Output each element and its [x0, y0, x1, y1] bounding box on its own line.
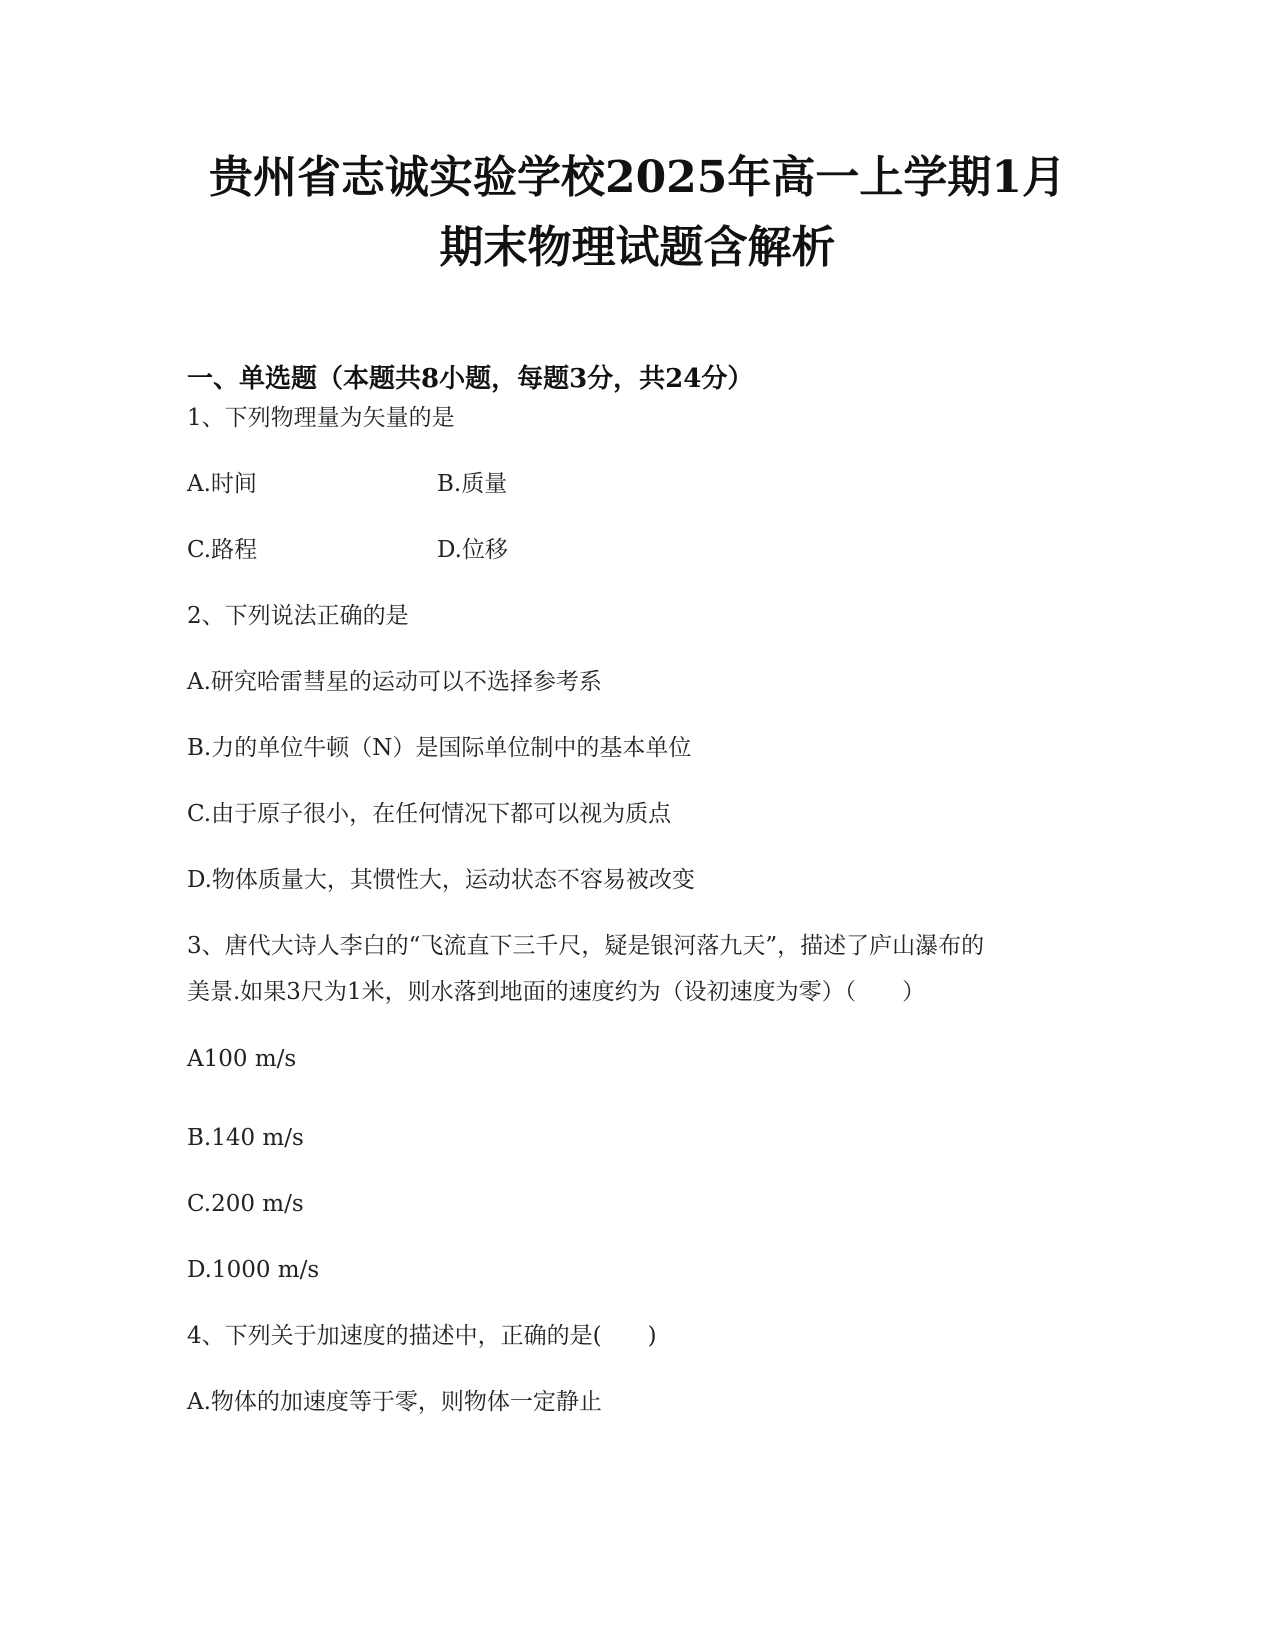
question-3-stem-line-1: 3、唐代大诗人李白的“飞流直下三千尺，疑是银河落九天”，描述了庐山瀑布的	[187, 933, 985, 959]
question-4-option-a: A.物体的加速度等于零，则物体一定静止	[187, 1389, 602, 1415]
question-2-option-b: B.力的单位牛顿（N）是国际单位制中的基本单位	[187, 735, 692, 761]
question-3-option-d: D.1000 m/s	[187, 1257, 320, 1283]
question-2-option-d: D.物体质量大，其惯性大，运动状态不容易被改变	[187, 867, 695, 893]
question-3-option-b: B.140 m/s	[187, 1125, 304, 1151]
question-1-option-a: A.时间	[187, 471, 257, 497]
document-title-line-1: 贵州省志诚实验学校2025年高一上学期1月	[208, 152, 1067, 203]
question-2-stem: 2、下列说法正确的是	[187, 603, 409, 629]
question-4-stem: 4、下列关于加速度的描述中，正确的是( )	[187, 1323, 657, 1349]
question-3-option-c: C.200 m/s	[187, 1191, 304, 1217]
question-1-option-b: B.质量	[437, 471, 508, 497]
question-2-option-c: C.由于原子很小，在任何情况下都可以视为质点	[187, 801, 672, 827]
section-heading: 一、单选题（本题共8小题，每题3分，共24分）	[187, 364, 754, 394]
question-3-stem-line-2: 美景.如果3尺为1米，则水落到地面的速度约为（设初速度为零）（ ）	[187, 979, 926, 1005]
question-1-option-d: D.位移	[437, 537, 508, 563]
question-3-option-a: A100 m/s	[187, 1046, 297, 1072]
document-title-line-2: 期末物理试题含解析	[439, 222, 836, 273]
question-2-option-a: A.研究哈雷彗星的运动可以不选择参考系	[187, 669, 602, 695]
question-1-stem: 1、下列物理量为矢量的是	[187, 405, 455, 431]
question-1-option-c: C.路程	[187, 537, 258, 563]
